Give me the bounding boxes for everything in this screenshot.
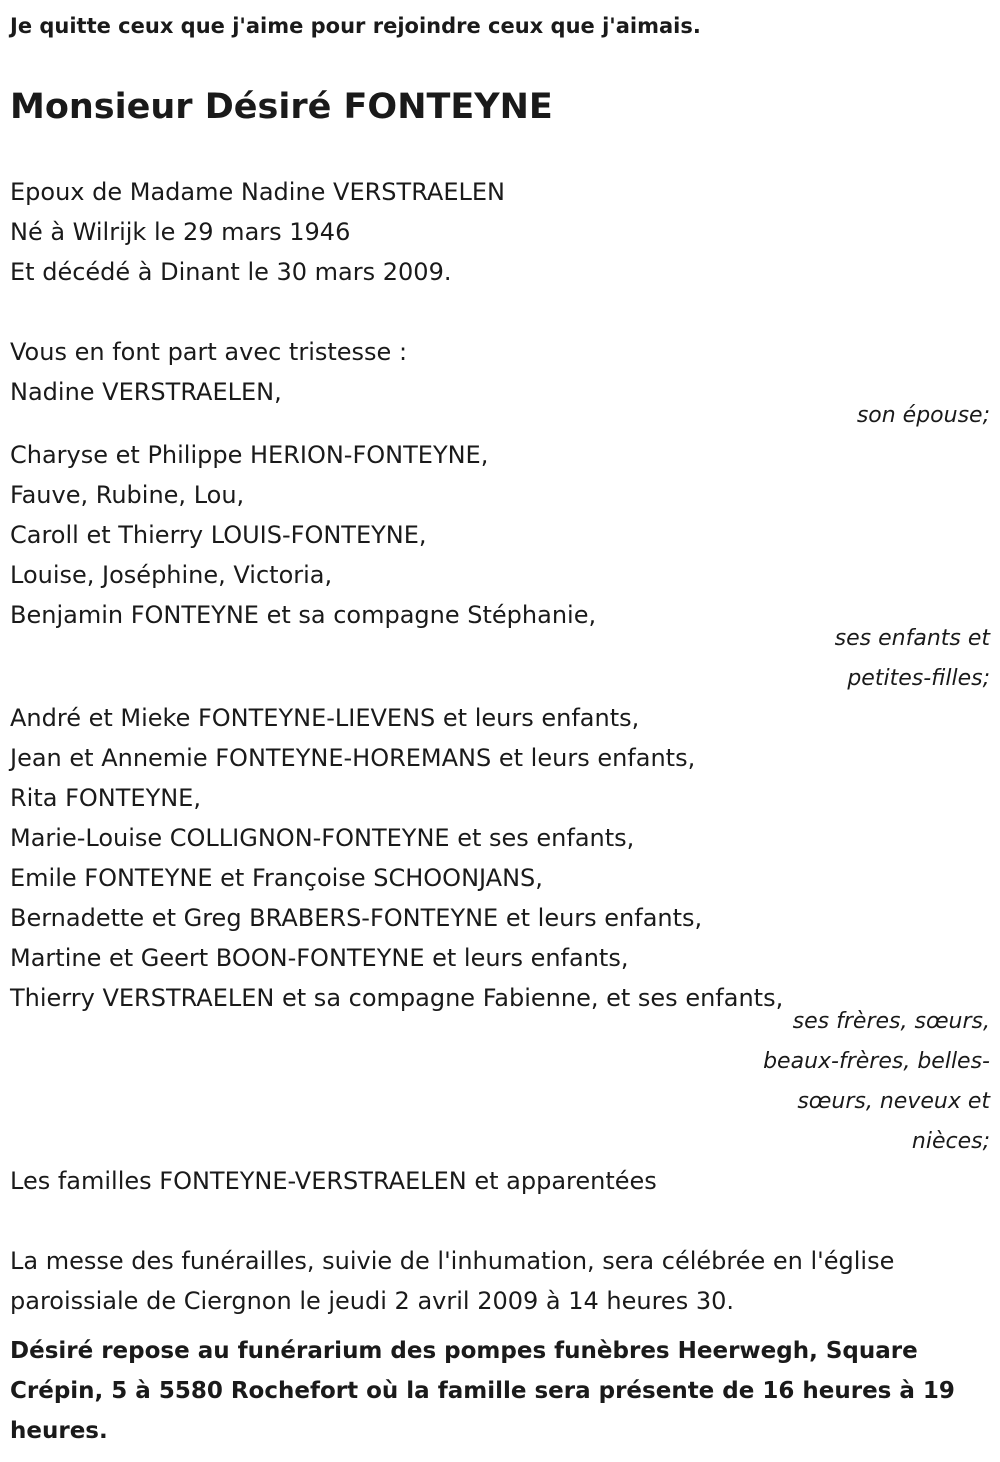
spouse-relation: son épouse;: [856, 403, 990, 428]
sibling-line: Jean et Annemie FONTEYNE-HOREMANS et leurs enfants,: [10, 744, 696, 772]
sibling-line: Emile FONTEYNE et Françoise SCHOONJANS,: [10, 864, 543, 892]
announcement: Vous en font part avec tristesse :: [10, 338, 408, 366]
sibling-line: André et Mieke FONTEYNE-LIEVENS et leurs enfants,: [10, 704, 640, 732]
children-line: Fauve, Rubine, Lou,: [10, 481, 245, 509]
siblings-relation: beaux-frères, belles-: [763, 1049, 990, 1074]
children-line: Caroll et Thierry LOUIS-FONTEYNE,: [10, 521, 427, 549]
deceased-name: Monsieur Désiré FONTEYNE: [10, 87, 553, 127]
siblings-relation: nièces;: [911, 1129, 990, 1154]
children-line: Charyse et Philippe HERION-FONTEYNE,: [10, 441, 489, 469]
mass-line: La messe des funérailles, suivie de l'inhumation, sera célébrée en l'église: [10, 1247, 895, 1275]
families-line: Les familles FONTEYNE-VERSTRAELEN et apparentées: [10, 1167, 657, 1195]
sibling-line: Martine et Geert BOON-FONTEYNE et leurs enfants,: [10, 944, 629, 972]
repose-paragraph: Désiré repose au funérarium des pompes funèbres Heerwegh, Square Crépin, 5 à 5580 Rochefort où la famille sera présente de 16 heures à 19 heures.: [10, 1338, 955, 1444]
spouse-line: Nadine VERSTRAELEN,: [10, 378, 282, 406]
intro-line: Et décédé à Dinant le 30 mars 2009.: [10, 258, 452, 286]
sibling-line: Marie-Louise COLLIGNON-FONTEYNE et ses enfants,: [10, 824, 635, 852]
children-relation: petites-filles;: [847, 666, 990, 691]
siblings-relation: sœurs, neveux et: [797, 1089, 990, 1114]
children-line: Benjamin FONTEYNE et sa compagne Stéphanie,: [10, 601, 597, 629]
sibling-line: Thierry VERSTRAELEN et sa compagne Fabienne, et ses enfants,: [10, 984, 784, 1012]
children-relation: ses enfants et: [834, 626, 990, 651]
sibling-line: Bernadette et Greg BRABERS-FONTEYNE et leurs enfants,: [10, 904, 703, 932]
epitaph-quote: Je quitte ceux que j'aime pour rejoindre ceux que j'aimais.: [10, 14, 701, 38]
siblings-relation: ses frères, sœurs,: [792, 1009, 990, 1034]
sibling-line: Rita FONTEYNE,: [10, 784, 201, 812]
intro-line: Né à Wilrijk le 29 mars 1946: [10, 218, 351, 246]
intro-line: Epoux de Madame Nadine VERSTRAELEN: [10, 178, 505, 206]
children-line: Louise, Joséphine, Victoria,: [10, 561, 333, 589]
mass-line: paroissiale de Ciergnon le jeudi 2 avril 2009 à 14 heures 30.: [10, 1287, 734, 1315]
